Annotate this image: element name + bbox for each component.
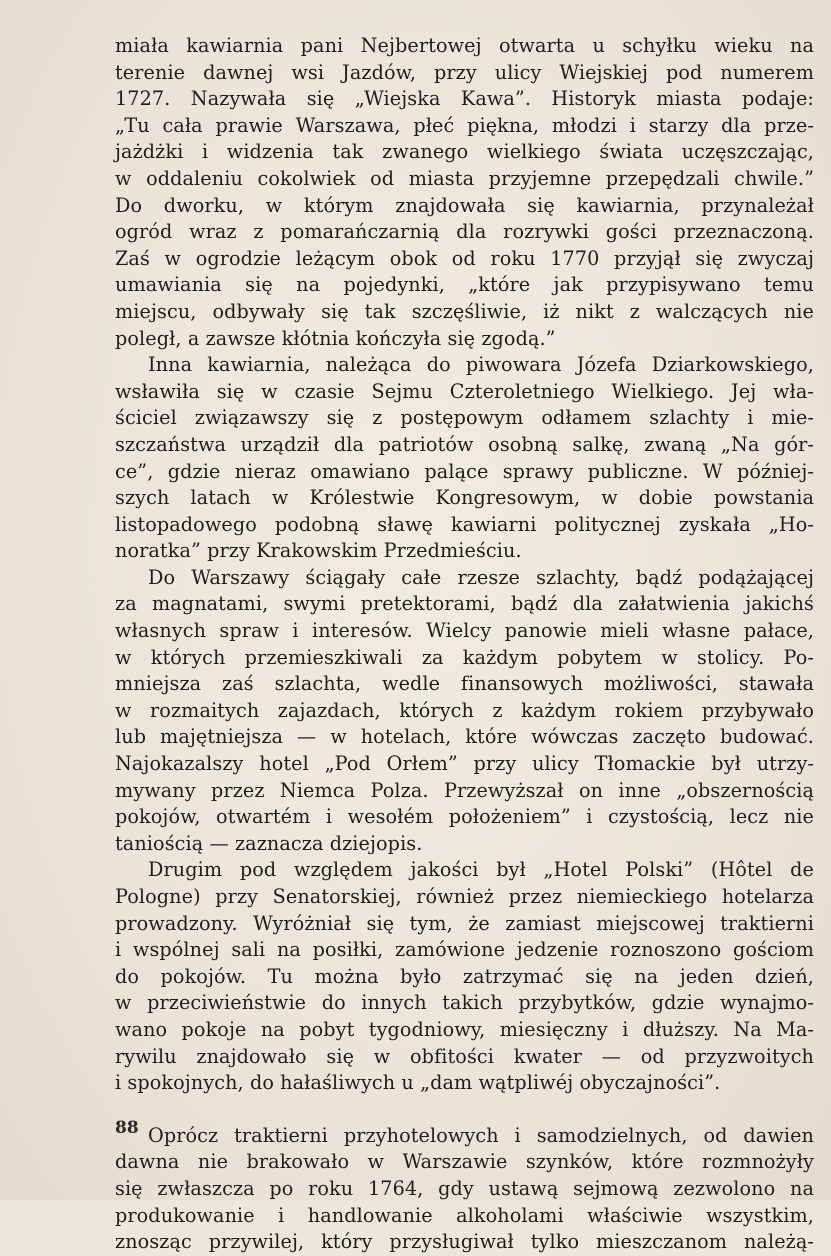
text-line: jażdżki i widzenia tak zwanego wielkiego świata uczęszczając,: [115, 140, 814, 164]
text-line: „Tu cała prawie Warszawa, płeć piękna, młodzi i starzy dla prze-: [115, 113, 814, 137]
text-line: Inna kawiarnia, należąca do piwowara Józefa Dziarkowskiego,: [148, 353, 814, 377]
text-line: w oddaleniu cokolwiek od miasta przyjemne przepędzali chwile.”: [115, 166, 814, 190]
text-line: listopadowego podobną sławę kawiarni politycznej zyskała „Ho-: [115, 512, 814, 536]
text-line: za magnatami, swymi pretektorami, bądź dla załatwienia jakichś: [115, 592, 814, 616]
paragraph: [115, 1123, 814, 1256]
text-line: się zwłaszcza po roku 1764, gdy ustawą sejmową zezwolono na: [115, 1176, 814, 1200]
text-line: poległ, a zawsze kłótnia kończyła się zgodą.”: [115, 326, 556, 350]
text-line: mniejsza zaś szlachta, wedle finansowych możliwości, stawała: [115, 672, 814, 696]
text-line: Oprócz traktierni przyhotelowych i samodzielnych, od dawien: [148, 1123, 814, 1147]
text-line: szych latach w Królestwie Kongresowym, w dobie powstania: [115, 486, 814, 510]
text-line: produkowanie i handlowanie alkoholami właściwie wszystkim,: [115, 1203, 814, 1227]
text-line: znosząc przywilej, który przysługiwał tylko mieszczanom należą-: [115, 1230, 814, 1254]
text-line: noratka” przy Krakowskim Przedmieściu.: [115, 539, 522, 563]
text-line: w których przemieszkiwali za każdym pobytem w stolicy. Po-: [115, 645, 814, 669]
text-line: wano pokoje na pobyt tygodniowy, miesięczny i dłuższy. Na Ma-: [115, 1017, 814, 1041]
text-line: prowadzony. Wyróżniał się tym, że zamiast miejscowej traktierni: [115, 911, 814, 935]
text-line: Zaś w ogrodzie leżącym obok od roku 1770 przyjął się zwyczaj: [115, 246, 814, 270]
text-line: Najokazalszy hotel „Pod Orłem” przy ulicy Tłomackie był utrzy-: [115, 752, 814, 776]
text-line: lub majętniejsza — w hotelach, które wówczas zaczęto budować.: [115, 725, 814, 749]
paragraph-gap: [115, 1097, 814, 1123]
text-line: wsławiła się w czasie Sejmu Czteroletniego Wielkiego. Jej wła-: [115, 379, 814, 403]
paragraph: [115, 33, 814, 352]
page-number: 88: [115, 1118, 139, 1138]
text-line: miejscu, odbywały się tak szczęśliwie, iż nikt z walczących nie: [115, 299, 814, 323]
text-line: ce”, gdzie nieraz omawiano palące sprawy publiczne. W później-: [115, 459, 814, 483]
text-line: taniością — zaznacza dziejopis.: [115, 831, 423, 855]
text-line: ściciel związawszy się z postępowym odłamem szlachty i mie-: [115, 406, 814, 430]
paragraph: [115, 352, 814, 565]
text-line: mywany przez Niemca Polza. Przewyższał on inne „obszernością: [115, 778, 814, 802]
text-line: własnych spraw i interesów. Wielcy panowie mieli własne pałace,: [115, 619, 814, 643]
text-line: pokojów, otwartém i wesołém położeniem” i czystością, lecz nie: [115, 805, 814, 829]
text-line: dawna nie brakowało w Warszawie szynków, które rozmnożyły: [115, 1150, 814, 1174]
text-line: umawiania się na pojedynki, „które jak przypisywano temu: [115, 273, 814, 297]
text-line: Drugim pod względem jakości był „Hotel Polski” (Hôtel de: [148, 858, 814, 882]
text-line: Do Warszawy ściągały całe rzesze szlachty, bądź podążającej: [148, 565, 814, 589]
text-line: szczaństwa urządził dla patriotów osobną salkę, zwaną „Na gór-: [115, 432, 814, 456]
text-line: ogród wraz z pomarańczarnią dla rozrywki gości przeznaczoną.: [115, 220, 814, 244]
text-line: Do dworku, w którym znajdowała się kawiarnia, przynależał: [115, 193, 814, 217]
text-line: terenie dawnej wsi Jazdów, przy ulicy Wiejskiej pod numerem: [115, 60, 814, 84]
text-line: do pokojów. Tu można było zatrzymać się na jeden dzień,: [115, 964, 814, 988]
text-line: w przeciwieństwie do innych takich przybytków, gdzie wynajmo-: [115, 991, 814, 1015]
text-line: Pologne) przy Senatorskiej, również przez niemieckiego hotelarza: [115, 885, 814, 908]
text-line: w rozmaitych zajazdach, których z każdym rokiem przybywało: [115, 698, 814, 722]
body-text: [115, 33, 814, 1256]
paragraph: [115, 857, 814, 1096]
text-line: i wspólnej sali na posiłki, zamówione jedzenie roznoszono gościom: [115, 938, 814, 962]
text-line: 1727. Nazywała się „Wiejska Kawa”. Historyk miasta podaje:: [115, 87, 814, 111]
text-line: miała kawiarnia pani Nejbertowej otwarta u schyłku wieku na: [115, 34, 814, 57]
text-line: rywilu znajdowało się w obfitości kwater — od przyzwoitych: [115, 1044, 814, 1068]
paragraph: [115, 565, 814, 858]
text-line: i spokojnych, do hałaśliwych u „dam wątpliwéj obyczajności”.: [115, 1071, 721, 1095]
